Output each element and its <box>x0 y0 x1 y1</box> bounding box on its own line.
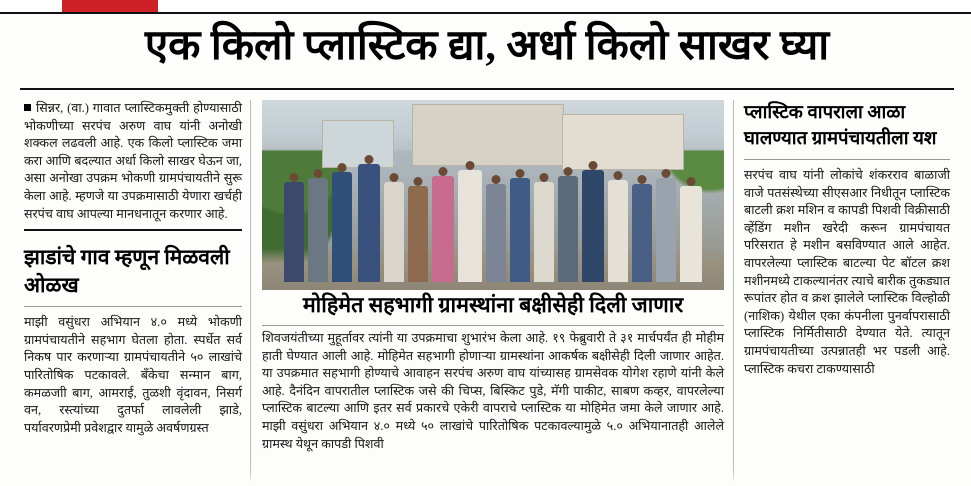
person-head <box>687 177 696 186</box>
person-head <box>439 167 448 176</box>
person-head <box>492 175 501 184</box>
person <box>558 176 578 282</box>
column-divider-left <box>250 100 251 486</box>
person-head <box>290 173 299 182</box>
person <box>432 176 454 282</box>
top-rule <box>0 12 971 14</box>
person-head <box>314 169 323 178</box>
right-subhead-rule <box>744 159 950 160</box>
photo-caption-block <box>262 292 724 333</box>
photo-caption-heading: मोहिमेत सहभागी ग्रामस्थांना बक्षीसेही दिली जाणार <box>302 293 684 317</box>
person-head <box>638 175 647 184</box>
person-head <box>564 167 573 176</box>
person <box>632 184 652 282</box>
person-head <box>466 161 475 170</box>
caption-rule <box>262 325 724 326</box>
right-subhead-line2: घालण्यात ग्रामपंचायतीला यश <box>744 129 937 149</box>
lead-paragraph-text: सिन्नर, (वा.) गावात प्लास्टिकमुक्ती होण्यासाठी भोकणीच्या सरपंच अरुण वाघ यांनी अनोखी शक्कल लढवली आहे. एक किलो प्लास्टिक जमा करा आणि बदल्यात अर्धा किलो साखर घेऊन जा, असा अनोखा उपक्रम भोकणी ग्रामपंचायतीने सुरू केला आहे. म्हणजे या उपक्रमासाठी येणारा खर्चही सरपंच वाघ आपल्या मानधनातून करणार आहे. <box>24 101 242 221</box>
person <box>384 182 404 282</box>
person-head <box>516 169 525 178</box>
column-divider-right <box>733 100 734 486</box>
right-subhead-line1: प्लास्टिक वापराला आळा <box>744 103 906 123</box>
person <box>534 182 554 282</box>
person <box>332 172 352 282</box>
right-column <box>744 100 950 378</box>
left-paragraph-2: माझी वसुंधरा अभियान ४.० मध्ये भोकणी ग्रामपंचायतीने सहभाग घेतला होता. स्पर्धेत सर्व निकष पार करणाऱ्या ग्रामपंचायतीने ५० लाखांचे पारितोषिक पटकावले. बँकेचा सन्मान बाग, कमळजाी बाग, आमराई, तुळशी वृंदावन, निसर्ग वन, रस्त्यांच्या दुतर्फा लावलेली झाडे, पर्यावरणप्रेमी प्रवेशद्वार यामुळे अवर्षणग्रस्त <box>24 315 242 435</box>
person <box>458 170 482 282</box>
top-strip <box>0 0 971 14</box>
person-head <box>540 173 549 182</box>
person-head <box>414 177 423 186</box>
person <box>358 164 380 282</box>
person-head <box>365 155 374 164</box>
person-head <box>338 163 347 172</box>
right-paragraph: सरपंच वाघ यांनी लोकांचे शंकरराव बाळाजी वाजे पतसंस्थेच्या सीएसआर निधीतून प्लास्टिक बाटली क्रश मशिन व कापडी पिशवी विक्रीसाठी व्हेंडिंग मशीन खरेदी करून ग्रामपंचायत परिसरात हे मशीन बसविण्यात आले आहेत. वापरलेल्या प्लास्टिक बाटल्या पेट बॉटल क्रश मशीनमध्ये टाकल्यानंतर त्याचे बारीक तुकड्यात रूपांतर होत व क्रश झालेले प्लास्टिक विल्होळी (नाशिक) येथील एका कंपनीला पुनर्वापरासाठी प्लास्टिक निर्मितीसाठी देण्यात येते. त्यातून ग्रामपंचायतीच्या उत्पन्नातही भर पडली आहे. प्लास्टिक कचरा टाकण्यासाठी <box>744 168 950 376</box>
building-right <box>562 114 684 170</box>
person <box>486 184 506 282</box>
middle-column-body <box>262 330 724 453</box>
page-headline: एक किलो प्लास्टिक द्या, अर्धा किलो साखर घ्या <box>144 23 830 69</box>
photo-scene <box>262 100 724 290</box>
person <box>510 178 530 282</box>
bullet-icon <box>24 104 31 111</box>
headline-divider <box>20 88 954 90</box>
person <box>582 170 604 282</box>
middle-paragraph-1: शिवजयंतीच्या मुहूर्तावर त्यांनी या उपक्रमाचा शुभारंभ केला आहे. १९ फेब्रुवारी ते ३१ मार्चपर्यंत ही मोहीम हाती घेण्यात आली आहे. मोहिमेत सहभागी होणाऱ्या ग्रामस्थांना आकर्षक बक्षीसेही दिली जाणार आहेत. या उपक्रमात सहभागी होण्याचे आवाहन सरपंच अरुण वाघ यांच्यासह ग्रामसेवक योगेश रहाणे यांनी केले आहे. दैनंदिन वापरातील प्लास्टिक जसे की चिप्स, बिस्किट पुडे, मॅगी पाकीट, साबण कव्हर, वापरलेल्या प्लास्टिक बाटल्या आणि इतर सर्व प्रकारचे एकेरी वापराचे प्लास्टिक या मोहिमेत जमा केले जाणार आहे. माझी वसुंधरा अभियान ४.० मध्ये ५० लाखांचे पारितोषिक पटकावल्यामुळे ५.० अभियानातही आलेले ग्रामस्थ येथून कापडी पिशवी <box>262 331 724 451</box>
left-subhead-rule <box>24 306 242 307</box>
person <box>284 182 304 282</box>
building-left <box>322 120 394 168</box>
building-back <box>412 104 564 166</box>
person <box>656 178 676 282</box>
lead-paragraph <box>24 100 242 223</box>
person-head <box>589 161 598 170</box>
person-head <box>390 173 399 182</box>
person <box>408 186 428 282</box>
person-head <box>662 169 671 178</box>
left-subhead: झाडांचे गाव म्हणून मिळवली ओळख <box>24 245 230 298</box>
left-section-divider <box>24 229 242 231</box>
person <box>308 178 328 282</box>
person-head <box>614 171 623 180</box>
person <box>680 186 702 282</box>
article-photo <box>262 100 724 290</box>
left-column <box>24 100 242 437</box>
page-bottom-fade <box>0 470 971 486</box>
person <box>608 180 628 282</box>
